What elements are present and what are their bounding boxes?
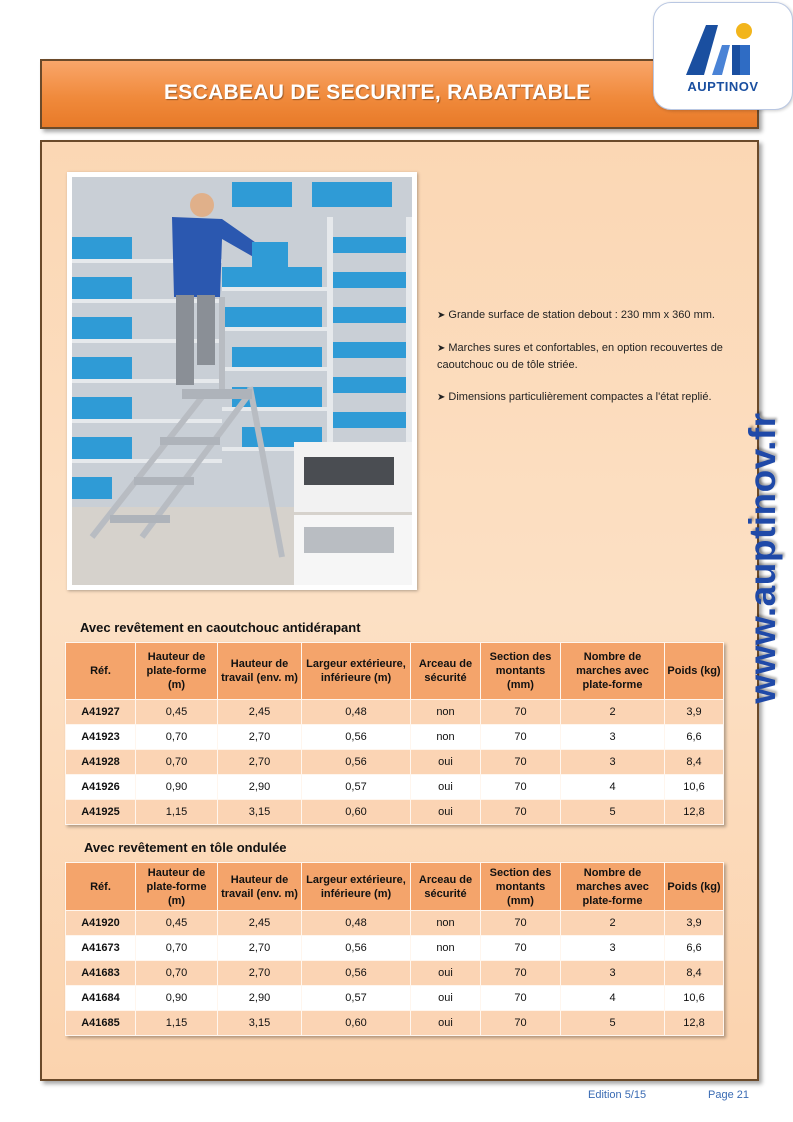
column-header: Arceau de sécurité bbox=[411, 643, 481, 700]
table-cell: 2,90 bbox=[218, 986, 302, 1011]
table-cell: 1,15 bbox=[136, 1011, 218, 1036]
column-header: Section des montants (mm) bbox=[481, 863, 561, 911]
table-cell: 8,4 bbox=[665, 750, 724, 775]
table-row bbox=[66, 986, 724, 1011]
table-cell: 70 bbox=[481, 750, 561, 775]
table-cell: 3 bbox=[561, 936, 665, 961]
table-cell: 70 bbox=[481, 1011, 561, 1036]
table-cell: 0,56 bbox=[302, 750, 411, 775]
logo-text: AUPTINOV bbox=[687, 79, 759, 94]
spec-table-rubber bbox=[65, 642, 724, 825]
column-header: Largeur extérieure, inférieure (m) bbox=[302, 863, 411, 911]
column-header: Hauteur de plate-forme (m) bbox=[136, 643, 218, 700]
table-cell: 3 bbox=[561, 750, 665, 775]
ladder-scene-illustration bbox=[72, 177, 412, 585]
table2-title: Avec revêtement en tôle ondulée bbox=[84, 840, 287, 855]
table-cell: 70 bbox=[481, 800, 561, 825]
table-cell: 1,15 bbox=[136, 800, 218, 825]
table-cell: 5 bbox=[561, 800, 665, 825]
table-row bbox=[66, 700, 724, 725]
table-row bbox=[66, 961, 724, 986]
table-cell: 0,60 bbox=[302, 1011, 411, 1036]
table-cell: 0,56 bbox=[302, 725, 411, 750]
ref-cell: A41923 bbox=[66, 725, 136, 750]
table-cell: 0,48 bbox=[302, 911, 411, 936]
ref-cell: A41925 bbox=[66, 800, 136, 825]
arrow-bullet-icon: ➤ bbox=[437, 392, 446, 403]
edition-label: Edition 5/15 bbox=[588, 1089, 647, 1101]
table-cell: 3 bbox=[561, 725, 665, 750]
table1-title: Avec revêtement en caoutchouc antidérapant bbox=[80, 620, 361, 635]
page-number: Page 21 bbox=[708, 1089, 749, 1101]
table-cell: 2 bbox=[561, 911, 665, 936]
table-cell: 0,45 bbox=[136, 911, 218, 936]
table-cell: 6,6 bbox=[665, 936, 724, 961]
table-cell: 10,6 bbox=[665, 986, 724, 1011]
auptinov-logo bbox=[653, 2, 793, 110]
table-cell: 2,70 bbox=[218, 725, 302, 750]
ref-cell: A41683 bbox=[66, 961, 136, 986]
column-header: Section des montants (mm) bbox=[481, 643, 561, 700]
table-cell: 0,56 bbox=[302, 936, 411, 961]
table-row bbox=[66, 800, 724, 825]
table-cell: non bbox=[411, 911, 481, 936]
table-cell: 0,90 bbox=[136, 775, 218, 800]
table-cell: 0,45 bbox=[136, 700, 218, 725]
table-cell: 70 bbox=[481, 725, 561, 750]
table-cell: 12,8 bbox=[665, 1011, 724, 1036]
table-row bbox=[66, 936, 724, 961]
table-cell: oui bbox=[411, 986, 481, 1011]
ref-cell: A41928 bbox=[66, 750, 136, 775]
table-cell: 2,70 bbox=[218, 936, 302, 961]
page-title: ESCABEAU DE SECURITE, RABATTABLE bbox=[164, 81, 591, 104]
table-cell: 0,56 bbox=[302, 961, 411, 986]
table-cell: 5 bbox=[561, 1011, 665, 1036]
feature-item: ➤ Dimensions particulièrement compactes a l'état replié. bbox=[437, 391, 712, 403]
table-cell: 0,70 bbox=[136, 961, 218, 986]
column-header: Arceau de sécurité bbox=[411, 863, 481, 911]
table-cell: non bbox=[411, 936, 481, 961]
table-row bbox=[66, 725, 724, 750]
ref-cell: A41685 bbox=[66, 1011, 136, 1036]
product-photo bbox=[67, 172, 417, 590]
header-banner bbox=[40, 59, 759, 129]
table-cell: 70 bbox=[481, 700, 561, 725]
table-cell: 3,9 bbox=[665, 700, 724, 725]
arrow-bullet-icon: ➤ bbox=[437, 310, 446, 321]
table-cell: 70 bbox=[481, 961, 561, 986]
table-cell: 0,90 bbox=[136, 986, 218, 1011]
feature-item: ➤ Marches sures et confortables, en option recouvertes de caoutchouc ou de tôle striée. bbox=[437, 342, 723, 371]
arrow-bullet-icon: ➤ bbox=[437, 343, 446, 354]
column-header: Nombre de marches avec plate-forme bbox=[561, 863, 665, 911]
feature-list bbox=[437, 307, 727, 422]
table-cell: oui bbox=[411, 750, 481, 775]
table-cell: 2,90 bbox=[218, 775, 302, 800]
ref-cell: A41927 bbox=[66, 700, 136, 725]
table-cell: 0,48 bbox=[302, 700, 411, 725]
table-cell: 2,45 bbox=[218, 911, 302, 936]
side-url: www.auptinov.fr bbox=[742, 412, 783, 704]
table-cell: 0,70 bbox=[136, 750, 218, 775]
table-cell: 70 bbox=[481, 986, 561, 1011]
table-row bbox=[66, 750, 724, 775]
table-cell: oui bbox=[411, 1011, 481, 1036]
table-row bbox=[66, 775, 724, 800]
table-cell: 10,6 bbox=[665, 775, 724, 800]
table-cell: 2,45 bbox=[218, 700, 302, 725]
table-cell: 70 bbox=[481, 911, 561, 936]
ref-cell: A41673 bbox=[66, 936, 136, 961]
table-cell: 4 bbox=[561, 775, 665, 800]
column-header: Réf. bbox=[66, 863, 136, 911]
table-cell: 4 bbox=[561, 986, 665, 1011]
table-cell: 3 bbox=[561, 961, 665, 986]
logo-mark-icon bbox=[682, 21, 766, 77]
table-cell: oui bbox=[411, 800, 481, 825]
table-cell: 2,70 bbox=[218, 750, 302, 775]
table-cell: 0,70 bbox=[136, 725, 218, 750]
table-cell: 2 bbox=[561, 700, 665, 725]
column-header: Nombre de marches avec plate-forme bbox=[561, 643, 665, 700]
table-cell: 0,57 bbox=[302, 986, 411, 1011]
table-cell: 70 bbox=[481, 936, 561, 961]
table-row bbox=[66, 911, 724, 936]
table-cell: 3,15 bbox=[218, 800, 302, 825]
table-cell: non bbox=[411, 725, 481, 750]
table-cell: 8,4 bbox=[665, 961, 724, 986]
table-cell: oui bbox=[411, 775, 481, 800]
table-row bbox=[66, 1011, 724, 1036]
ref-cell: A41920 bbox=[66, 911, 136, 936]
table-cell: non bbox=[411, 700, 481, 725]
table-cell: 0,57 bbox=[302, 775, 411, 800]
table-cell: 0,70 bbox=[136, 936, 218, 961]
column-header: Hauteur de travail (env. m) bbox=[218, 863, 302, 911]
table-cell: 6,6 bbox=[665, 725, 724, 750]
column-header: Poids (kg) bbox=[665, 863, 724, 911]
table-cell: oui bbox=[411, 961, 481, 986]
column-header: Hauteur de plate-forme (m) bbox=[136, 863, 218, 911]
table-cell: 2,70 bbox=[218, 961, 302, 986]
table-cell: 12,8 bbox=[665, 800, 724, 825]
table-cell: 3,15 bbox=[218, 1011, 302, 1036]
column-header: Réf. bbox=[66, 643, 136, 700]
column-header: Largeur extérieure, inférieure (m) bbox=[302, 643, 411, 700]
table-cell: 70 bbox=[481, 775, 561, 800]
ref-cell: A41926 bbox=[66, 775, 136, 800]
table-cell: 0,60 bbox=[302, 800, 411, 825]
column-header: Poids (kg) bbox=[665, 643, 724, 700]
spec-table-corrugated bbox=[65, 862, 724, 1036]
feature-item: ➤ Grande surface de station debout : 230 mm x 360 mm. bbox=[437, 309, 715, 321]
table-cell: 3,9 bbox=[665, 911, 724, 936]
column-header: Hauteur de travail (env. m) bbox=[218, 643, 302, 700]
ref-cell: A41684 bbox=[66, 986, 136, 1011]
